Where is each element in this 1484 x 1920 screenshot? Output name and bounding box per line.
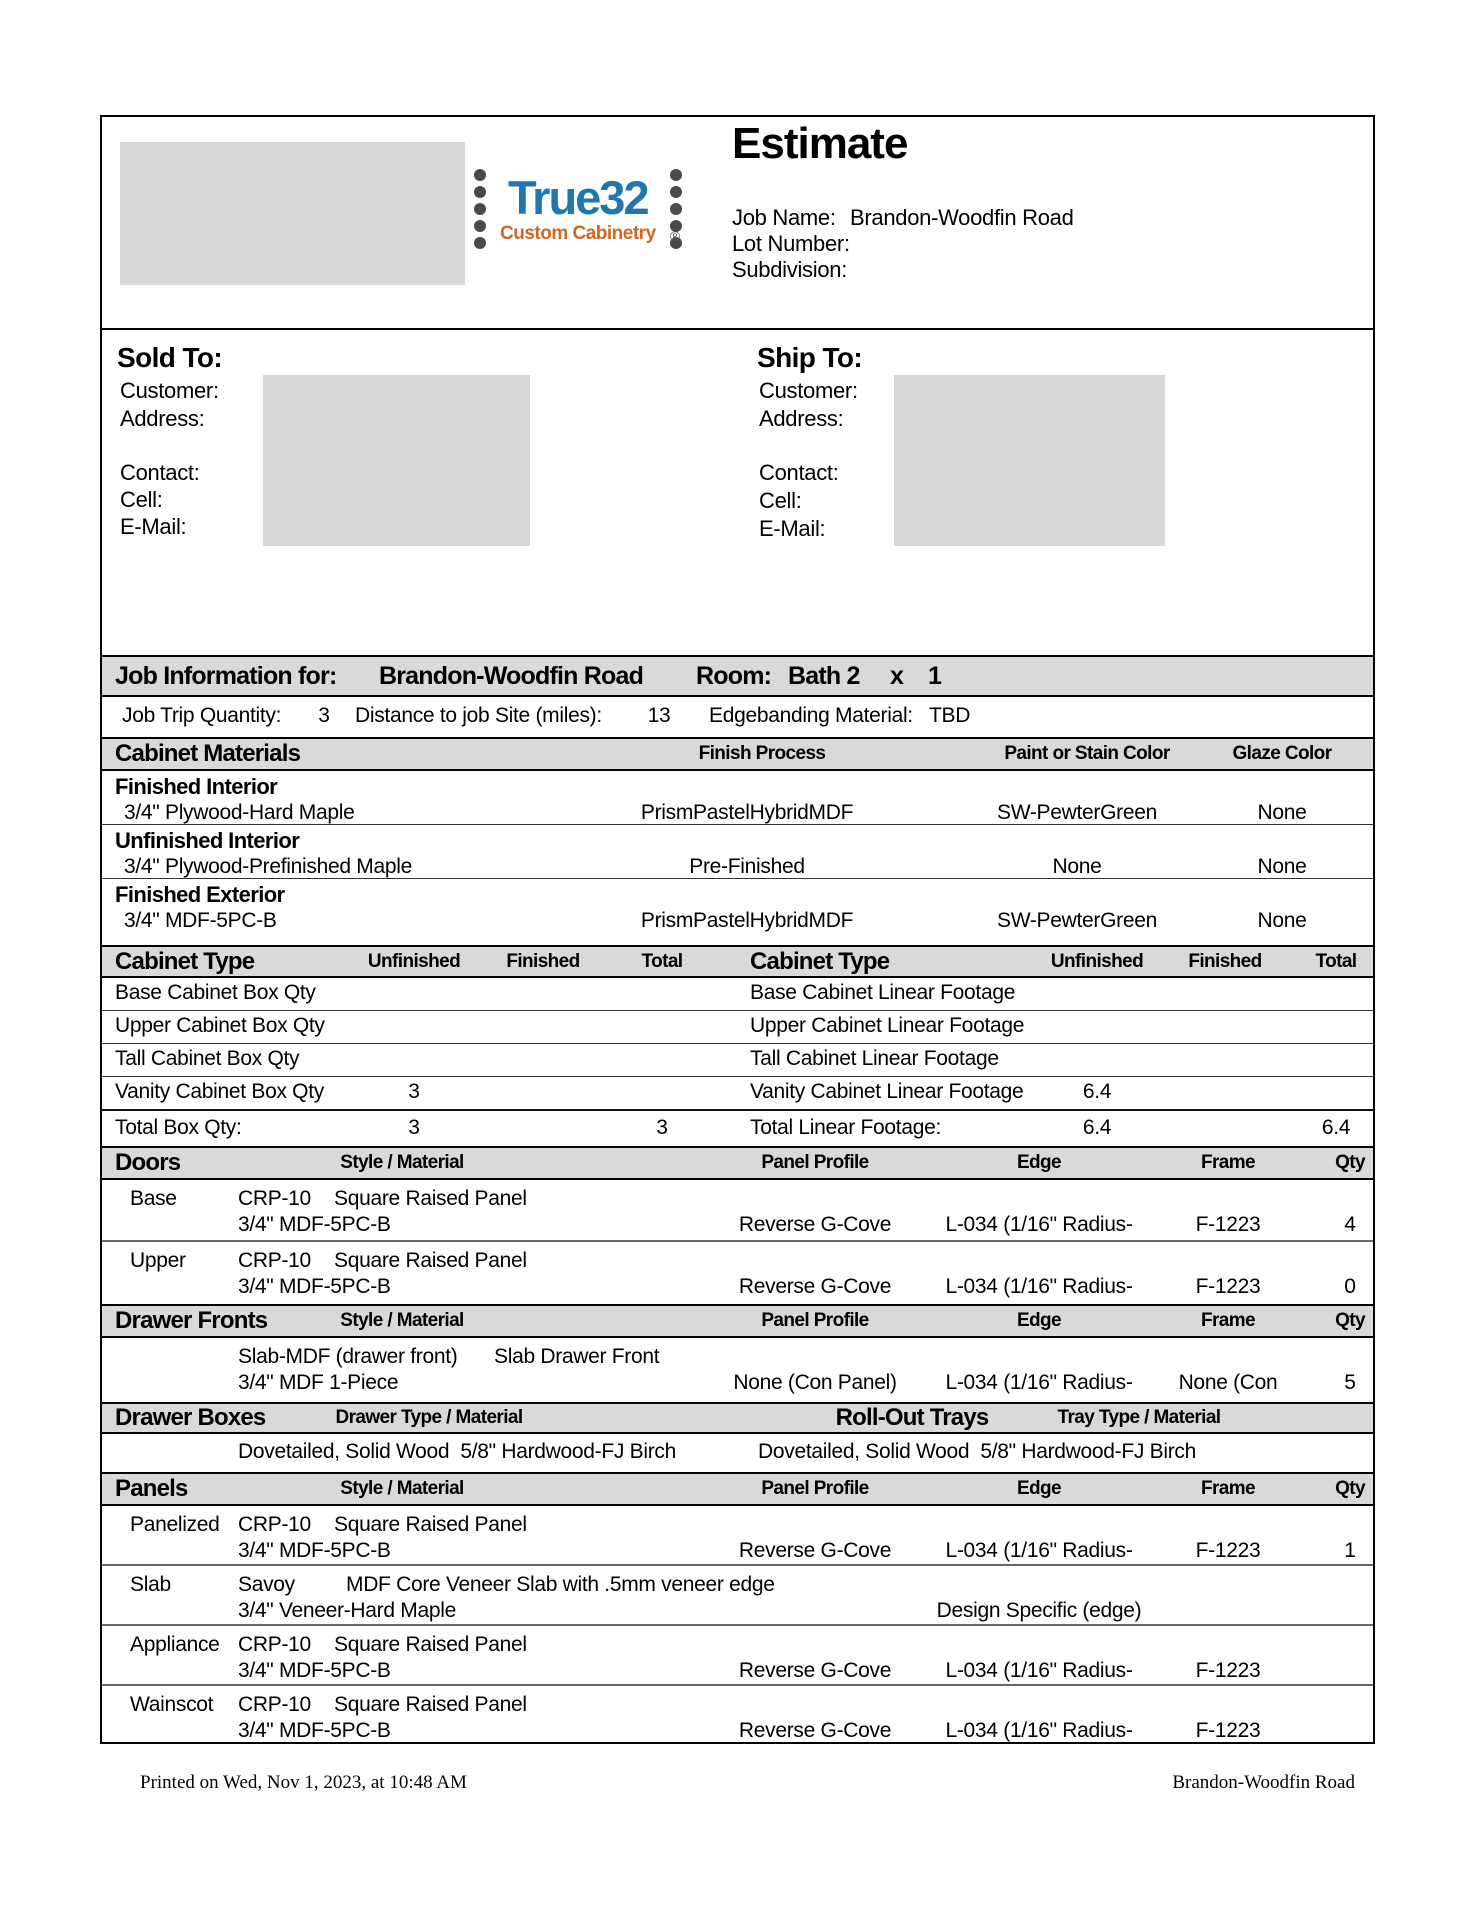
drawer-boxes-bar (102, 1402, 1373, 1434)
panel-label: Panelized (130, 1513, 220, 1536)
job-name-label: Job Name: (732, 205, 836, 230)
material-value: 3/4" Plywood-Hard Maple (124, 801, 355, 824)
drawer-box-value: Dovetailed, Solid Wood 5/8" Hardwood-FJ Birch (238, 1440, 676, 1463)
panel-style-name: MDF Core Veneer Slab with .5mm veneer edge (346, 1573, 775, 1596)
subdivision-row (732, 257, 1074, 283)
panel-profile: Reverse G-Cove (738, 1539, 892, 1562)
cabinet-materials-title: Cabinet Materials (115, 740, 301, 767)
material-row-finished-interior (102, 771, 1373, 825)
drawer-front-style-code: Slab-MDF (drawer front) (238, 1345, 458, 1368)
rollout-tray-value: Dovetailed, Solid Wood 5/8" Hardwood-FJ Birch (758, 1440, 1196, 1463)
panel-row-slab (102, 1566, 1373, 1626)
panel-edge: Design Specific (edge) (936, 1599, 1142, 1622)
col-panel-profile: Panel Profile (761, 1310, 869, 1331)
paint-value: None (1052, 855, 1102, 878)
sold-to-cell-label: Cell: (120, 487, 163, 512)
row-label-left: Base Cabinet Box Qty (115, 981, 316, 1004)
cabinet-type-bar (102, 945, 1373, 978)
panel-style-code: CRP-10 (238, 1693, 311, 1716)
job-info-job-name: Brandon-Woodfin Road (379, 662, 644, 690)
document-header (102, 117, 1373, 330)
sold-to-title: Sold To: (117, 342, 223, 373)
panel-profile: Reverse G-Cove (738, 1719, 892, 1742)
trip-quantity-value: 3 (318, 704, 330, 727)
total-unfinished-right: 6.4 (1082, 1116, 1112, 1139)
material-row-unfinished-interior (102, 825, 1373, 879)
document-sheet (100, 115, 1375, 1744)
door-qty: 0 (1344, 1275, 1356, 1298)
panel-edge: L-034 (1/16" Radius- (945, 1539, 1133, 1562)
panel-row-panelized (102, 1506, 1373, 1566)
rollout-trays-title: Roll-Out Trays (835, 1404, 989, 1431)
ship-to-address-label: Address: (759, 406, 844, 431)
cabinet-type-total-row (102, 1111, 1373, 1146)
room-label: Room: (696, 662, 772, 690)
panel-profile: Reverse G-Cove (738, 1659, 892, 1682)
door-row-upper (102, 1242, 1373, 1304)
row-label-right: Vanity Cabinet Linear Footage (750, 1080, 1024, 1103)
glaze-value: None (1257, 855, 1307, 878)
col-panel-profile: Panel Profile (761, 1152, 869, 1173)
panel-material: 3/4" MDF-5PC-B (238, 1659, 391, 1682)
cabinet-type-row-base (102, 978, 1373, 1011)
door-style-name: Square Raised Panel (334, 1249, 527, 1272)
panel-material: 3/4" Veneer-Hard Maple (238, 1599, 456, 1622)
panel-label: Slab (130, 1573, 171, 1596)
panel-label: Appliance (130, 1633, 220, 1656)
panel-style-name: Square Raised Panel (334, 1693, 527, 1716)
panel-edge: L-034 (1/16" Radius- (945, 1719, 1133, 1742)
col-qty: Qty (1335, 1310, 1365, 1331)
ship-to-title: Ship To: (757, 342, 863, 373)
section-label: Finished Interior (115, 774, 278, 799)
col-total-right: Total (1315, 951, 1357, 972)
col-edge: Edge (1016, 1152, 1062, 1173)
unfinished-right: 6.4 (1082, 1080, 1112, 1103)
panel-frame: F-1223 (1195, 1719, 1261, 1742)
sold-to-contact-label: Contact: (120, 460, 200, 485)
doors-bar (102, 1146, 1373, 1180)
drawer-front-panel-profile: None (Con Panel) (733, 1371, 897, 1394)
lot-number-label: Lot Number: (732, 231, 850, 256)
door-label: Base (130, 1187, 177, 1210)
door-frame: F-1223 (1195, 1213, 1261, 1236)
finish-value: PrismPastelHybridMDF (640, 801, 854, 824)
true32-logo (474, 169, 682, 249)
finish-value: Pre-Finished (689, 855, 805, 878)
door-label: Upper (130, 1249, 186, 1272)
door-edge: L-034 (1/16" Radius- (945, 1275, 1133, 1298)
panel-material: 3/4" MDF-5PC-B (238, 1539, 391, 1562)
sold-to-address-label: Address: (120, 406, 205, 431)
cabinet-type-title-left: Cabinet Type (115, 948, 255, 975)
door-style-code: CRP-10 (238, 1187, 311, 1210)
sold-to-redacted-box (263, 375, 530, 546)
col-edge: Edge (1016, 1310, 1062, 1331)
panel-row-wainscot (102, 1686, 1373, 1745)
trip-quantity-label: Job Trip Quantity: (122, 704, 282, 727)
footer-job-name: Brandon-Woodfin Road (1172, 1772, 1355, 1793)
unfinished-left: 3 (408, 1080, 420, 1103)
panel-style-name: Square Raised Panel (334, 1633, 527, 1656)
cabinet-type-row-upper (102, 1011, 1373, 1044)
row-label-right: Upper Cabinet Linear Footage (750, 1014, 1025, 1037)
drawer-fronts-bar (102, 1304, 1373, 1338)
subdivision-label: Subdivision: (732, 257, 848, 282)
doors-title: Doors (115, 1149, 181, 1176)
glaze-value: None (1257, 909, 1307, 932)
drawer-boxes-title: Drawer Boxes (115, 1404, 266, 1431)
drawer-front-material: 3/4" MDF 1-Piece (238, 1371, 399, 1394)
total-label-left: Total Box Qty: (115, 1116, 242, 1139)
col-finished-right: Finished (1188, 951, 1262, 972)
cabinet-type-row-tall (102, 1044, 1373, 1077)
edgebanding-value: TBD (929, 704, 971, 727)
cabinet-materials-bar (102, 737, 1373, 771)
edgebanding-label: Edgebanding Material: (709, 704, 913, 727)
panel-style-code: CRP-10 (238, 1633, 311, 1656)
material-value: 3/4" Plywood-Prefinished Maple (124, 855, 412, 878)
drawer-front-row (102, 1338, 1373, 1402)
col-unfinished-left: Unfinished (367, 951, 461, 972)
col-style-material: Style / Material (340, 1152, 464, 1173)
panels-title: Panels (115, 1475, 188, 1502)
logo-tagline: Custom Cabinetry ® (500, 223, 656, 245)
panel-material: 3/4" MDF-5PC-B (238, 1719, 391, 1742)
job-info-label: Job Information for: (115, 662, 337, 690)
door-panel-profile: Reverse G-Cove (738, 1213, 892, 1236)
col-tray-type-material: Tray Type / Material (1057, 1407, 1221, 1428)
panels-bar (102, 1472, 1373, 1506)
room-qty: 1 (928, 662, 942, 690)
col-frame: Frame (1200, 1152, 1256, 1173)
drawer-fronts-title: Drawer Fronts (115, 1307, 268, 1334)
panel-style-code: Savoy (238, 1573, 295, 1596)
company-info-redacted-box (120, 142, 465, 285)
drawer-front-frame: None (Con (1178, 1371, 1278, 1394)
col-drawer-type-material: Drawer Type / Material (335, 1407, 523, 1428)
col-paint-stain: Paint or Stain Color (1004, 743, 1170, 764)
job-name-value: Brandon-Woodfin Road (850, 205, 1074, 230)
ship-to-redacted-box (894, 375, 1165, 546)
row-label-left: Upper Cabinet Box Qty (115, 1014, 325, 1037)
door-panel-profile: Reverse G-Cove (738, 1275, 892, 1298)
col-finish-process: Finish Process (698, 743, 826, 764)
logo-brand: True32 (508, 171, 648, 224)
material-value: 3/4" MDF-5PC-B (124, 909, 277, 932)
room-name: Bath 2 (788, 662, 860, 690)
panel-row-appliance (102, 1626, 1373, 1686)
material-row-finished-exterior (102, 879, 1373, 945)
total-label-right: Total Linear Footage: (750, 1116, 941, 1139)
footer-printed-timestamp: Printed on Wed, Nov 1, 2023, at 10:48 AM (140, 1772, 467, 1793)
door-style-name: Square Raised Panel (334, 1187, 527, 1210)
col-unfinished-right: Unfinished (1050, 951, 1144, 972)
registered-trademark-icon: ® (669, 228, 680, 244)
panel-style-name: Square Raised Panel (334, 1513, 527, 1536)
total-total-right: 6.4 (1321, 1116, 1351, 1139)
section-label: Finished Exterior (115, 882, 285, 907)
door-style-code: CRP-10 (238, 1249, 311, 1272)
door-qty: 4 (1344, 1213, 1356, 1236)
drawer-front-qty: 5 (1344, 1371, 1356, 1394)
panel-qty: 1 (1344, 1539, 1356, 1562)
page-title: Estimate (732, 119, 908, 168)
drawer-box-row (102, 1434, 1373, 1472)
finish-value: PrismPastelHybridMDF (640, 909, 854, 932)
col-glaze: Glaze Color (1232, 743, 1332, 764)
col-qty: Qty (1335, 1152, 1365, 1173)
total-unfinished-left: 3 (408, 1116, 420, 1139)
door-edge: L-034 (1/16" Radius- (945, 1213, 1133, 1236)
panel-label: Wainscot (130, 1693, 214, 1716)
lot-number-row (732, 231, 1074, 257)
glaze-value: None (1257, 801, 1307, 824)
col-edge: Edge (1016, 1478, 1062, 1499)
drawer-front-edge: L-034 (1/16" Radius- (945, 1371, 1133, 1394)
room-sep: x (890, 662, 904, 690)
ship-to-cell-label: Cell: (759, 488, 802, 513)
section-label: Unfinished Interior (115, 828, 300, 853)
sold-to-email-label: E-Mail: (120, 514, 187, 539)
col-total-left: Total (641, 951, 683, 972)
panel-frame: F-1223 (1195, 1659, 1261, 1682)
row-label-right: Tall Cabinet Linear Footage (750, 1047, 999, 1070)
door-material: 3/4" MDF-5PC-B (238, 1275, 391, 1298)
drawer-front-style-name: Slab Drawer Front (494, 1345, 660, 1368)
row-label-left: Vanity Cabinet Box Qty (115, 1080, 324, 1103)
col-frame: Frame (1200, 1478, 1256, 1499)
sold-to-customer-label: Customer: (120, 378, 219, 403)
ship-to-customer-label: Customer: (759, 378, 858, 403)
col-frame: Frame (1200, 1310, 1256, 1331)
panel-frame: F-1223 (1195, 1539, 1261, 1562)
door-frame: F-1223 (1195, 1275, 1261, 1298)
col-style-material: Style / Material (340, 1310, 464, 1331)
paint-value: SW-PewterGreen (997, 801, 1157, 824)
distance-value: 13 (647, 704, 671, 727)
paint-value: SW-PewterGreen (997, 909, 1157, 932)
row-label-left: Tall Cabinet Box Qty (115, 1047, 300, 1070)
col-finished-left: Finished (506, 951, 580, 972)
ship-to-email-label: E-Mail: (759, 516, 826, 541)
total-total-left: 3 (656, 1116, 668, 1139)
logo-dots-left-icon (474, 169, 486, 249)
parties-section (102, 330, 1373, 655)
distance-label: Distance to job Site (miles): (355, 704, 602, 727)
job-details-row (102, 697, 1373, 737)
col-style-material: Style / Material (340, 1478, 464, 1499)
col-panel-profile: Panel Profile (761, 1478, 869, 1499)
cabinet-type-row-vanity (102, 1077, 1373, 1111)
panel-style-code: CRP-10 (238, 1513, 311, 1536)
job-name-row (732, 205, 1074, 231)
cabinet-type-title-right: Cabinet Type (750, 948, 890, 975)
col-qty: Qty (1335, 1478, 1365, 1499)
panel-edge: L-034 (1/16" Radius- (945, 1659, 1133, 1682)
door-material: 3/4" MDF-5PC-B (238, 1213, 391, 1236)
row-label-right: Base Cabinet Linear Footage (750, 981, 1016, 1004)
ship-to-contact-label: Contact: (759, 460, 839, 485)
door-row-base (102, 1180, 1373, 1242)
job-header-fields (732, 205, 1074, 283)
job-information-bar (102, 655, 1373, 697)
